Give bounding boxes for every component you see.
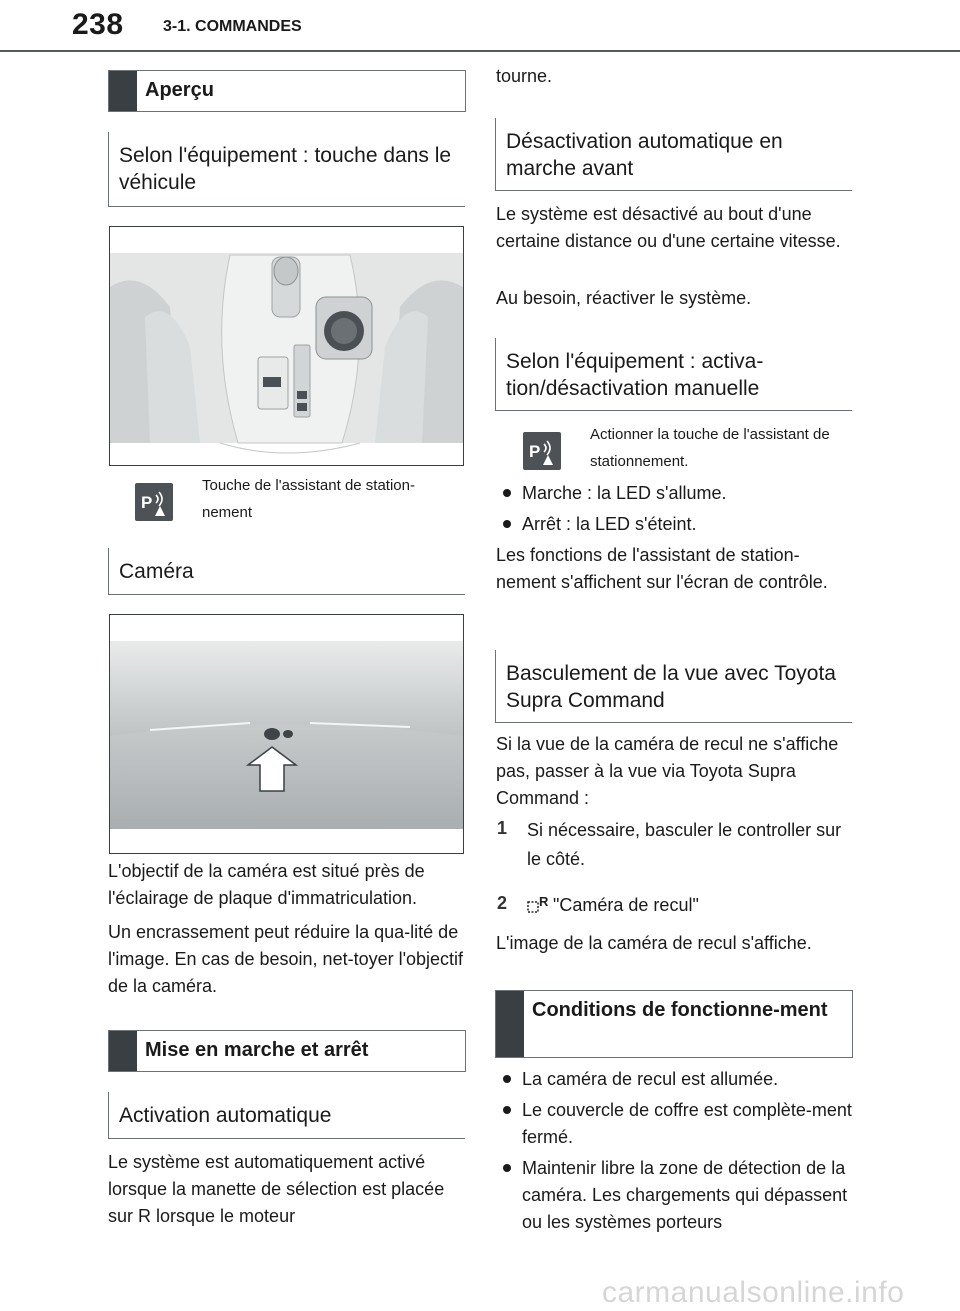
parking-assist-key-icon bbox=[135, 483, 173, 521]
step-number: 1 bbox=[497, 818, 508, 838]
subsection-title: Selon l'équipement : touche dans le véhicule bbox=[119, 144, 452, 194]
camera-image bbox=[109, 614, 464, 854]
subsection-title: Activation automatique bbox=[119, 1104, 332, 1127]
page-number: 238 bbox=[72, 8, 124, 41]
subsection-deactivation bbox=[495, 118, 852, 191]
header-rule bbox=[0, 50, 960, 52]
camera-location-text: L'objectif de la caméra est situé près de l'éclairage de plaque d'immatriculation. bbox=[108, 861, 425, 908]
section-bar bbox=[109, 1031, 137, 1071]
section-title: Conditions de fonctionne-ment bbox=[532, 999, 828, 1021]
section-bar bbox=[109, 71, 137, 111]
rear-camera-menu-icon bbox=[526, 892, 552, 921]
subsection-title: Selon l'équipement : activa-tion/désactivation manuelle bbox=[506, 350, 764, 400]
activation-text: Le système est automatiquement activé lorsque la manette de sélection est placée sur R lorsque le moteur bbox=[108, 1152, 445, 1226]
section-title: Aperçu bbox=[145, 79, 214, 101]
subsection-title: Désactivation automatique en marche avant bbox=[506, 130, 783, 180]
subsection-title: Basculement de la vue avec Toyota Supra Command bbox=[506, 662, 836, 712]
step-2-text: "Caméra de recul" bbox=[553, 895, 699, 915]
camera-illustration bbox=[110, 615, 463, 853]
svg-text:P: P bbox=[529, 442, 541, 461]
caption-parking-key: Touche de l'assistant de station-nement bbox=[202, 477, 415, 521]
functions-display-text: Les fonctions de l'assistant de station-nement s'affichent sur l'écran de contrôle. bbox=[496, 545, 828, 592]
subsection-title: Caméra bbox=[119, 560, 194, 583]
subsection-activation bbox=[108, 1092, 465, 1139]
section-title: Mise en marche et arrêt bbox=[145, 1039, 369, 1061]
section-apercu bbox=[108, 70, 466, 112]
console-image bbox=[109, 226, 464, 466]
bullet-dot bbox=[503, 1164, 511, 1172]
section-bar bbox=[496, 991, 524, 1057]
console-illustration bbox=[110, 227, 463, 465]
subsection-manual bbox=[495, 338, 852, 411]
caption-press-key: Actionner la touche de l'assistant de stationnement. bbox=[590, 426, 830, 470]
bullet-dot bbox=[503, 1075, 511, 1083]
step-number: 2 bbox=[497, 893, 508, 913]
bullet-dot bbox=[503, 520, 511, 528]
switch-view-text: Si la vue de la caméra de recul ne s'affiche pas, passer à la vue via Toyota Supra Command : bbox=[496, 734, 839, 808]
subsection-equipment-key bbox=[108, 132, 465, 207]
reactivate-text: Au besoin, réactiver le système. bbox=[496, 288, 752, 308]
condition-trunk-closed: Le couvercle de coffre est complète-ment fermé. bbox=[522, 1100, 852, 1147]
watermark: carmanualsonline.info bbox=[602, 1276, 905, 1309]
deactivation-text: Le système est désactivé au bout d'une certaine distance ou d'une certaine vitesse. bbox=[496, 204, 841, 251]
condition-camera-on: La caméra de recul est allumée. bbox=[522, 1069, 779, 1089]
svg-text:R: R bbox=[539, 894, 549, 909]
bullet-led-off: Arrêt : la LED s'éteint. bbox=[522, 514, 697, 534]
section-mise-en-marche bbox=[108, 1030, 466, 1072]
svg-text:P: P bbox=[141, 493, 153, 512]
chapter-title: 3-1. COMMANDES bbox=[163, 18, 302, 35]
camera-display-text: L'image de la caméra de recul s'affiche. bbox=[496, 933, 812, 953]
bullet-led-on: Marche : la LED s'allume. bbox=[522, 483, 727, 503]
section-conditions bbox=[495, 990, 853, 1058]
bullet-dot bbox=[503, 1106, 511, 1114]
continuation-text: tourne. bbox=[496, 66, 553, 86]
bullet-dot bbox=[503, 489, 511, 497]
parking-assist-key-icon bbox=[523, 432, 561, 470]
camera-cleaning-text: Un encrassement peut réduire la qua-lité de l'image. En cas de besoin, net-toyer l'objectif de la caméra. bbox=[108, 922, 464, 996]
condition-detection-zone: Maintenir libre la zone de détection de la caméra. Les chargements qui dépassent ou les systèmes porteurs bbox=[522, 1158, 848, 1232]
step-1-text: Si nécessaire, basculer le controller sur le côté. bbox=[527, 820, 842, 869]
subsection-camera bbox=[108, 548, 465, 595]
subsection-switch-view bbox=[495, 650, 852, 723]
